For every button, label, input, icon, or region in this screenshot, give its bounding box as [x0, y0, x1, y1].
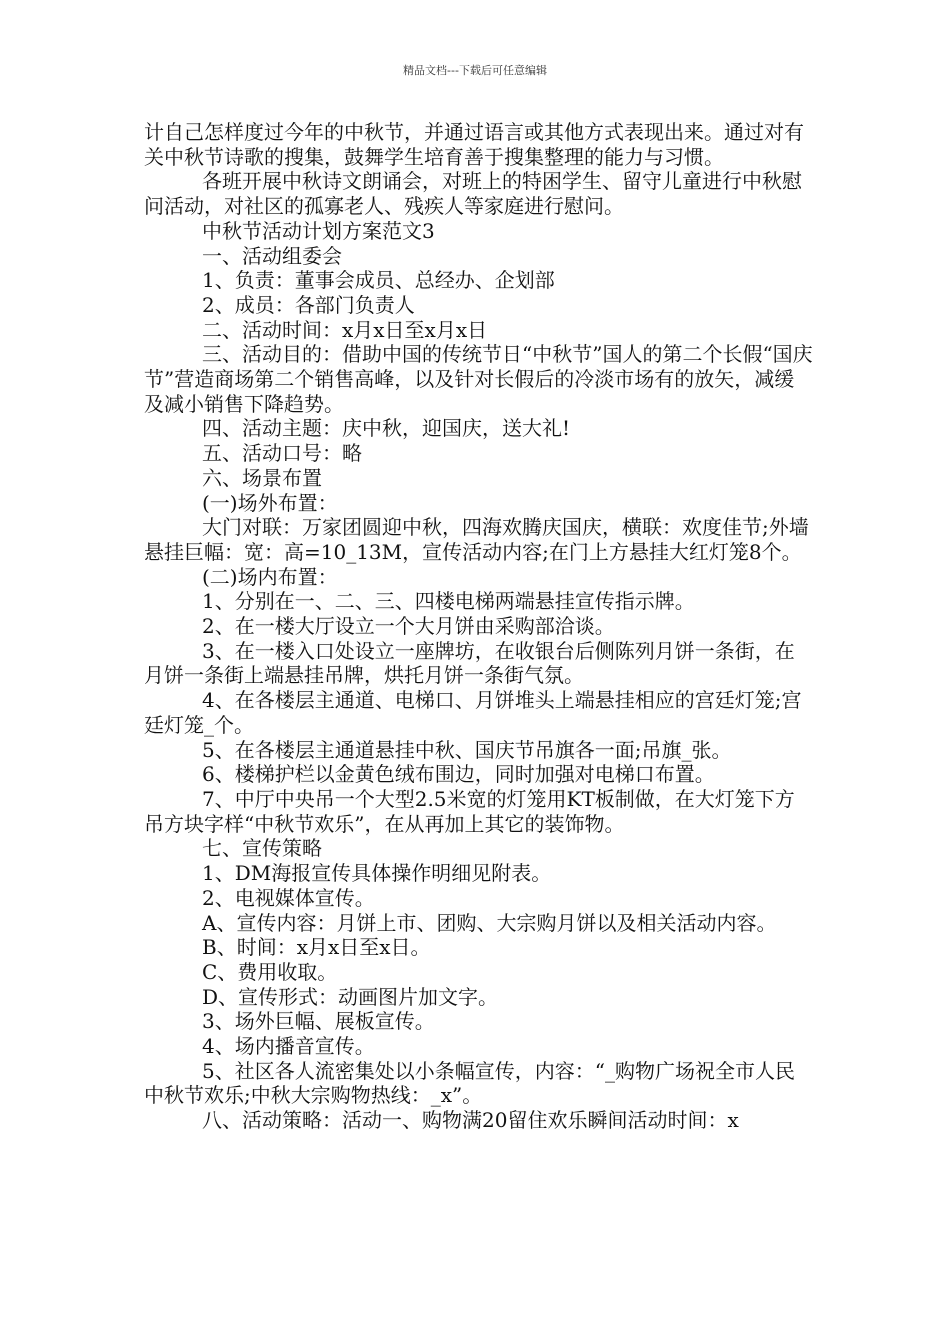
paragraph: 2、成员：各部门负责人: [202, 292, 415, 317]
paragraph: 六、场景布置: [202, 465, 322, 490]
page-header: 精品文档---下载后可任意编辑: [403, 64, 547, 77]
paragraph: 5、社区各人流密集处以小条幅宣传，内容：“_购物广场祝全市人民中秋节欢乐;中秋大宗购物热线：_x”。: [144, 1058, 795, 1108]
paragraph: 2、在一楼大厅设立一个大月饼由采购部洽谈。: [202, 614, 615, 639]
paragraph: 一、活动组委会: [202, 243, 342, 268]
paragraph: (二)场内布置：: [202, 564, 338, 589]
paragraph: C、费用收取。: [202, 959, 338, 984]
paragraph: 1、分别在一、二、三、四楼电梯两端悬挂宣传指示牌。: [202, 589, 695, 614]
paragraph: 八、活动策略：活动一、购物满20留住欢乐瞬间活动时间：x: [202, 1108, 739, 1133]
paragraph: 各班开展中秋诗文朗诵会，对班上的特困学生、留守儿童进行中秋慰问活动，对社区的孤寡老人、残疾人等家庭进行慰问。: [144, 169, 802, 219]
paragraph: 4、在各楼层主通道、电梯口、月饼堆头上端悬挂相应的宫廷灯笼;宫廷灯笼_个。: [144, 688, 802, 737]
paragraph: 七、宣传策略: [202, 836, 322, 861]
document-body: [144, 120, 814, 1133]
paragraph: 1、DM海报宣传具体操作明细见附表。: [202, 861, 552, 886]
paragraph: 6、楼梯护栏以金黄色绒布围边，同时加强对电梯口布置。: [202, 762, 715, 787]
paragraph: 五、活动口号：略: [202, 441, 362, 466]
paragraph: 1、负责：董事会成员、总经办、企划部: [202, 268, 555, 293]
paragraph: D、宣传形式：动画图片加文字。: [202, 984, 499, 1009]
paragraph: 二、活动时间：x月x日至x月x日: [202, 317, 488, 342]
paragraph: 三、活动目的：借助中国的传统节日“中秋节”国人的第二个长假“国庆节”营造商场第二个销售高峰，以及针对长假后的冷淡市场有的放矢，减缓及减小销售下降趋势。: [144, 342, 813, 416]
paragraph: B、时间：x月x日至x日。: [202, 935, 431, 960]
paragraph: 7、中厅中央吊一个大型2.5米宽的灯笼用KT板制做，在大灯笼下方吊方块字样“中秋节欢乐”，在从再加上其它的装饰物。: [144, 786, 795, 836]
paragraph: 3、场外巨幅、展板宣传。: [202, 1009, 435, 1034]
paragraph: 5、在各楼层主通道悬挂中秋、国庆节吊旗各一面;吊旗_张。: [202, 737, 732, 762]
paragraph: 中秋节活动计划方案范文3: [202, 218, 435, 243]
paragraph: (一)场外布置：: [202, 490, 338, 515]
paragraph: 四、活动主题：庆中秋，迎国庆，送大礼!: [202, 416, 571, 441]
paragraph: 计自己怎样度过今年的中秋节，并通过语言或其他方式表现出来。通过对有关中秋节诗歌的搜集，鼓舞学生培育善于搜集整理的能力与习惯。: [144, 120, 804, 169]
paragraph: 4、场内播音宣传。: [202, 1034, 375, 1059]
paragraph: 大门对联：万家团圆迎中秋，四海欢腾庆国庆，横联：欢度佳节;外墙悬挂巨幅：宽：高=10_13M，宣传活动内容;在门上方悬挂大红灯笼8个。: [144, 515, 809, 564]
paragraph: 2、电视媒体宣传。: [202, 885, 375, 910]
paragraph: 3、在一楼入口处设立一座牌坊，在收银台后侧陈列月饼一条街，在月饼一条街上端悬挂吊牌，烘托月饼一条街气氛。: [144, 638, 795, 688]
paragraph: A、宣传内容：月饼上市、团购、大宗购月饼以及相关活动内容。: [202, 910, 777, 935]
